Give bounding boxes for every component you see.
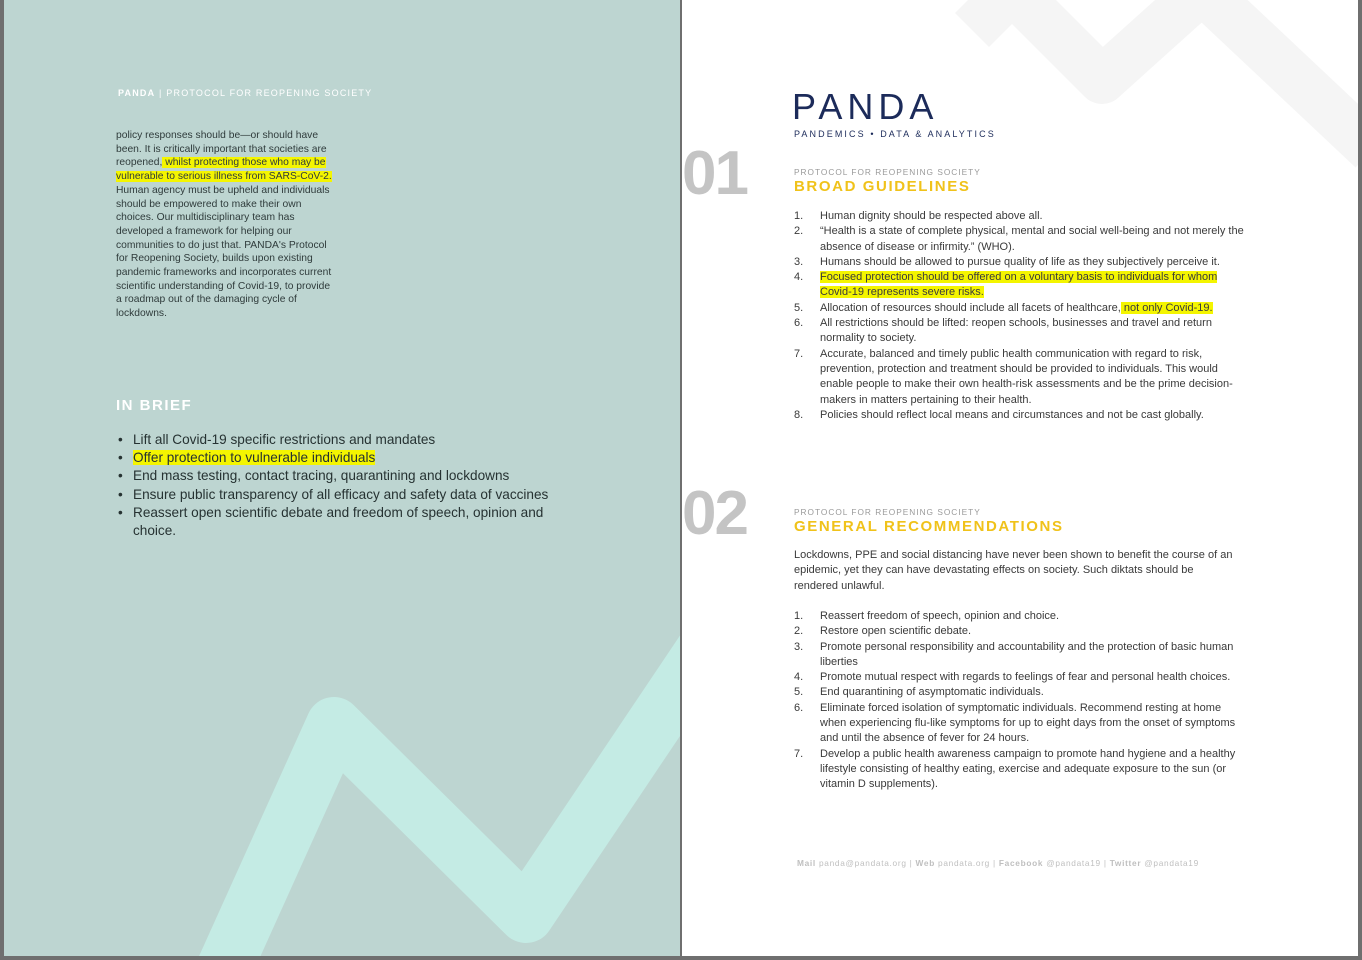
section-kicker: PROTOCOL FOR REOPENING SOCIETY bbox=[794, 507, 981, 517]
footer-separator: | bbox=[906, 858, 916, 868]
brief-item-text: End mass testing, contact tracing, quarantining and lockdowns bbox=[133, 468, 510, 484]
intro-text-2: Human agency must be upheld and individuals should be empowered to make their own choices. Our multidisciplinary team has developed a framework for helping our communities to do just that. PANDA's Protocol for Reopening Society, builds upon existing pandemic frameworks and incorporates current scientific understanding of Covid-19, to provide a roadmap out of the damaging cycle of lockdowns. bbox=[116, 184, 332, 320]
item-number: 2. bbox=[794, 625, 804, 638]
list-item bbox=[794, 640, 1246, 671]
recommendations-intro: Lockdowns, PPE and social distancing have never been shown to benefit the course of an epidemic, yet they can have devastating effects on society. Such diktats should be rendered unlawful. bbox=[794, 549, 1233, 592]
in-brief-title: IN BRIEF bbox=[116, 397, 193, 414]
footer-mail-label: Mail bbox=[797, 858, 816, 868]
list-item bbox=[794, 224, 1246, 255]
footer-separator: | bbox=[1100, 858, 1110, 868]
item-text: Eliminate forced isolation of symptomatic individuals. Recommend resting at home when experiencing flu-like symptoms for up to eight days from the onset of symptoms and until the absence of fever for 24 hours. bbox=[820, 701, 1236, 745]
item-text: “Health is a state of complete physical, mental and social well-being and not merely the absence of disease or infirmity.” (WHO). bbox=[820, 225, 1244, 253]
item-text: Policies should reflect local means and circumstances and not be cast globally. bbox=[820, 408, 1204, 421]
brief-item-text: Offer protection to vulnerable individuals bbox=[133, 450, 376, 466]
footer-web-link[interactable]: pandata.org bbox=[938, 858, 990, 868]
intro-paragraph bbox=[116, 129, 338, 321]
footer-facebook-label: Facebook bbox=[998, 858, 1044, 868]
item-highlight: Focused protection should be offered on a voluntary basis to individuals for whom Covid-19 represents severe risks. bbox=[820, 271, 1218, 299]
list-item bbox=[794, 624, 1246, 639]
section-title: GENERAL RECOMMENDATIONS bbox=[794, 518, 1064, 535]
list-item bbox=[116, 431, 576, 449]
list-item bbox=[794, 316, 1246, 347]
item-text: Restore open scientific debate. bbox=[820, 625, 972, 638]
left-page bbox=[4, 0, 680, 956]
list-item bbox=[794, 347, 1246, 408]
footer-facebook-link[interactable]: @pandata19 bbox=[1046, 858, 1101, 868]
footer-mail-link[interactable]: panda@pandata.org bbox=[818, 858, 907, 868]
list-item bbox=[794, 408, 1246, 423]
item-number: 4. bbox=[794, 271, 804, 284]
item-text: Reassert freedom of speech, opinion and choice. bbox=[820, 610, 1060, 622]
item-number: 1. bbox=[794, 210, 804, 222]
general-recommendations-list bbox=[794, 609, 1246, 793]
right-page bbox=[682, 0, 1358, 956]
item-number: 7. bbox=[794, 747, 804, 760]
page-footer bbox=[797, 858, 1199, 868]
item-number: 5. bbox=[794, 686, 804, 699]
item-number: 6. bbox=[794, 317, 804, 330]
list-item bbox=[794, 670, 1246, 685]
item-text: Humans should be allowed to pursue quality of life as they subjectively perceive it. bbox=[820, 255, 1220, 268]
list-item bbox=[794, 301, 1246, 316]
item-text: Human dignity should be respected above all. bbox=[820, 210, 1043, 222]
footer-twitter-link[interactable]: @pandata19 bbox=[1144, 858, 1199, 868]
item-number: 3. bbox=[794, 640, 804, 653]
item-text: Promote personal responsibility and accountability and the protection of basic human liberties bbox=[820, 640, 1234, 668]
header-title: PROTOCOL FOR REOPENING SOCIETY bbox=[166, 88, 373, 98]
header-brand: PANDA bbox=[118, 88, 156, 98]
item-highlight: not only Covid-19. bbox=[1120, 301, 1213, 314]
list-item bbox=[794, 701, 1246, 747]
logo-tagline: PANDEMICS • DATA & ANALYTICS bbox=[794, 129, 996, 139]
in-brief-list bbox=[116, 431, 576, 540]
list-item bbox=[116, 467, 576, 485]
brief-item-text: Reassert open scientific debate and freedom of speech, opinion and choice. bbox=[133, 504, 544, 539]
item-text: All restrictions should be lifted: reopen schools, businesses and travel and return normality to society. bbox=[820, 317, 1212, 345]
panda-logo bbox=[792, 88, 1022, 124]
section-title: BROAD GUIDELINES bbox=[794, 178, 971, 195]
list-item bbox=[116, 449, 576, 467]
item-number: 7. bbox=[794, 347, 804, 360]
item-text: Develop a public health awareness campaign to promote hand hygiene and a healthy lifestyle consisting of healthy eating, exercise and adequate exposure to the sun (or vitamin D supplements). bbox=[820, 747, 1236, 791]
list-item bbox=[794, 747, 1246, 793]
footer-separator: | bbox=[990, 858, 999, 868]
list-item bbox=[794, 609, 1246, 624]
item-number: 2. bbox=[794, 225, 804, 238]
brief-item-text: Ensure public transparency of all efficacy and safety data of vaccines bbox=[133, 486, 549, 502]
brief-item-text: Lift all Covid-19 specific restrictions and mandates bbox=[133, 432, 436, 447]
list-item bbox=[116, 504, 576, 540]
item-number: 6. bbox=[794, 701, 804, 714]
section-number: 01 bbox=[682, 139, 747, 208]
intro-highlight: whilst protecting those who may be vulnerable to serious illness from SARS-CoV-2. bbox=[116, 157, 332, 183]
header-separator: | bbox=[155, 88, 167, 98]
list-item bbox=[794, 685, 1246, 700]
section-kicker: PROTOCOL FOR REOPENING SOCIETY bbox=[794, 167, 981, 177]
decorative-watermark-shape bbox=[682, 0, 1358, 956]
list-item bbox=[794, 255, 1246, 270]
intro-text-1: policy responses should be—or should have been. It is critically important that societies are reopened, bbox=[116, 130, 327, 169]
broad-guidelines-list bbox=[794, 209, 1246, 423]
item-text: End quarantining of asymptomatic individuals. bbox=[820, 686, 1044, 699]
page-header bbox=[118, 88, 372, 98]
item-text: Allocation of resources should include all facets of healthcare, bbox=[820, 301, 1121, 314]
item-number: 4. bbox=[794, 671, 804, 684]
footer-web-label: Web bbox=[915, 858, 935, 868]
item-number: 1. bbox=[794, 610, 804, 622]
item-text: Accurate, balanced and timely public health communication with regard to risk, prevention, protection and treatment should be provided to individuals. This would enable people to make their own health-risk assessments and be the prime decision-makers in matters pertaining to their health. bbox=[820, 347, 1233, 406]
list-item bbox=[794, 270, 1246, 301]
logo-wordmark: PANDA bbox=[792, 88, 939, 124]
footer-twitter-label: Twitter bbox=[1109, 858, 1142, 868]
section-number: 02 bbox=[682, 479, 747, 548]
item-text: Promote mutual respect with regards to feelings of fear and personal health choices. bbox=[820, 671, 1231, 684]
list-item bbox=[794, 209, 1246, 224]
list-item bbox=[116, 486, 576, 504]
item-number: 5. bbox=[794, 301, 804, 314]
item-number: 3. bbox=[794, 255, 804, 268]
item-number: 8. bbox=[794, 408, 804, 421]
